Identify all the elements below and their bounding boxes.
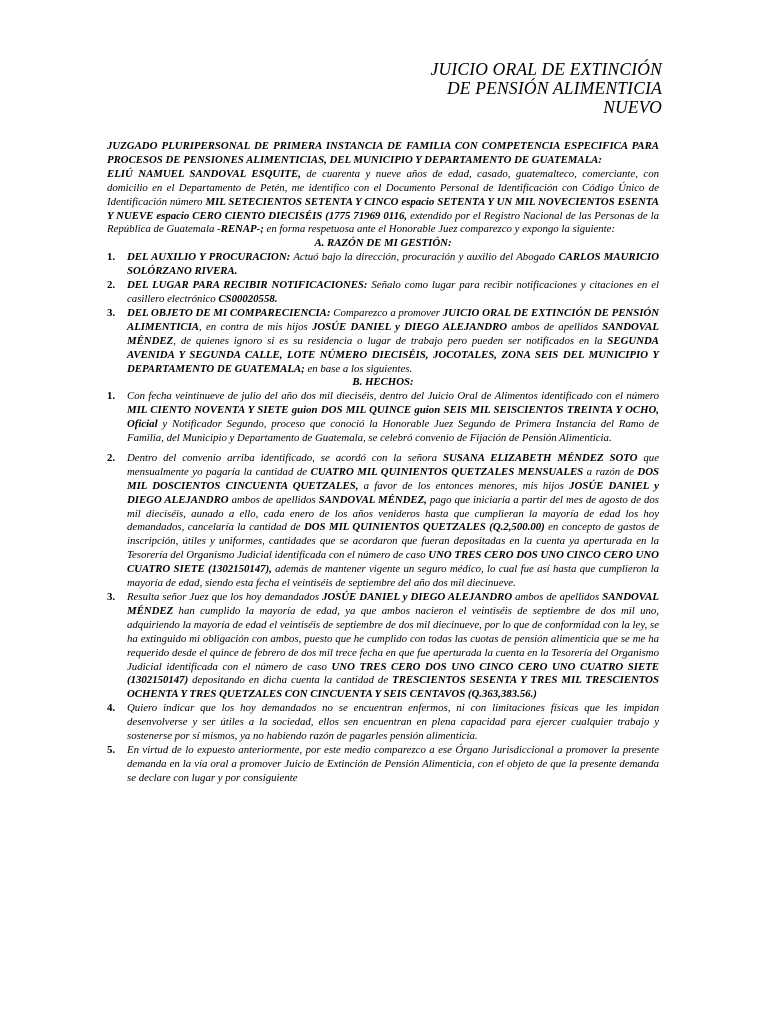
title-line-1: JUICIO ORAL DE EXTINCIÓN <box>430 59 662 79</box>
court-heading: JUZGADO PLURIPERSONAL DE PRIMERA INSTANCIA DE FAMILIA CON COMPETENCIA ESPECIFICA PARA PROCESOS DE PENSIONES ALIMENTICIAS, DEL MUNICIPIO Y DEPARTAMENTO DE GUATEMALA: <box>107 140 659 166</box>
section-a-item-3: 3. DEL OBJETO DE MI COMPARECIENCIA: Comparezco a promover JUICIO ORAL DE EXTINCIÓN DE PENSIÓN ALIMENTICIA, en contra de mis hijos JOSÚE DANIEL y DIEGO ALEJANDRO ambos de apellidos SANDOVAL MÉNDEZ, de quienes ignoro si es su residencia o lugar de trabajo pero pueden ser notificados en la SEGUNDA AVENIDA Y SEGUNDA CALLE, LOTE NÚMERO DIECISÉIS, JOCOTALES, ZONA SEIS DEL MUNICIPIO Y DEPARTAMENTO DE GUATEMALA; en base a los siguientes. <box>107 306 659 375</box>
item-number: 1. <box>107 390 116 403</box>
section-b-heading: B. HECHOS: <box>352 376 414 389</box>
section-a-heading: A. RAZÓN DE MI GESTIÓN: <box>314 237 452 250</box>
section-b-item-4: 4. Quiero indicar que los hoy demandados no se encuentran enfermos, ni con limitaciones físicas que les impidan desenvolverse y ser útiles a la sociedad, ellos sen encuentran en plena capacidad para ejercer cualquier trabajo y sostenerse por sí mismos, ya no habiendo razón de pagarles pensión alimenticia. <box>107 702 659 743</box>
section-b-item-5: 5. En virtud de lo expuesto anteriormente, por este medio comparezco a ese Órgano Jurisdiccional a promover la presente demanda en la vía oral a promover Juicio de Extinción de Pensión Alimenticia, con el objeto de que la presente demanda se declare con lugar y por consiguiente <box>107 743 659 784</box>
title-line-2: DE PENSIÓN ALIMENTICIA <box>446 78 662 98</box>
section-b-item-2: 2. Dentro del convenio arriba identificado, se acordó con la señora SUSANA ELIZABETH MÉNDEZ SOTO que mensualmente yo pagaría la cantidad de CUATRO MIL QUINIENTOS QUETZALES MENSUALES a razón de DOS MIL DOSCIENTOS CINCUENTA QUETZALES, a favor de los entonces menores, mis hijos JOSÚE DANIEL y DIEGO ALEJANDRO ambos de apellidos SANDOVAL MÉNDEZ, pago que iniciaría a partir del mes de agosto de dos mil dieciséis, aunado a ello, cada enero de los años venideros hasta que cumplieran la mayoría de edad los hoy demandados, cancelaría la cantidad de DOS MIL QUINIENTOS QUETZALES (Q.2,500.00) en concepto de gastos de inscripción, útiles y uniformes, cantidades que se acordaron que fueran depositadas en la cuenta ya aperturada en la Tesorería del Organismo Judicial identificada con el número de caso UNO TRES CERO DOS UNO CINCO CERO UNO CUATRO SIETE (1302150147), además de mantener vigente un seguro médico, lo cual fue así hasta que cumplieron la mayoría de edad, siendo esta fecha el veintiséis de septiembre del año dos mil diecinueve. <box>107 451 659 590</box>
section-b-item-1: 1. Con fecha veintinueve de julio del año dos mil dieciséis, dentro del Juicio Oral de Alimentos identificado con el número MIL CIENTO NOVENTA Y SIETE guion DOS MIL QUINCE guion SEIS MIL SEISCIENTOS TREINTA Y OCHO, Oficial y Notificador Segundo, proceso que conoció la Honorable Juez Segundo de Primera Instancia del Ramo de Familia, del Municipio y Departamento de Guatemala, se celebró convenio de Fijación de Pensión Alimenticia. <box>107 390 659 445</box>
document-title <box>431 60 662 117</box>
title-line-3: NUEVO <box>603 97 662 117</box>
item-number: 2. <box>107 279 116 292</box>
section-a-item-2: 2. DEL LUGAR PARA RECIBIR NOTIFICACIONES: Señalo como lugar para recibir notificaciones y citaciones en el casillero electrónico CS00020558. <box>107 279 659 305</box>
section-b-list <box>107 390 659 785</box>
intro-paragraph: ELIÚ NAMUEL SANDOVAL ESQUITE, de cuarenta y nueve años de edad, casado, guatemalteco, comerciante, con domicilio en el Departamento de Petén, me identifico con el Documento Personal de Identificación con Código Único de Identificación número MIL SETECIENTOS SETENTA Y CINCO espacio SETENTA Y UN MIL NOVECIENTOS ESENTA Y NUEVE espacio CERO CIENTO DIECISÉIS (1775 71969 0116, extendido por el Registro Nacional de las Personas de la República de Guatemala -RENAP-; en forma respetuosa ante el Honorable Juez comparezco y expongo la siguiente: <box>107 167 659 236</box>
item-number: 1. <box>107 251 116 264</box>
item-number: 3. <box>107 591 116 603</box>
item-number: 3. <box>107 306 116 319</box>
section-b-item-3: 3. Resulta señor Juez que los hoy demandados JOSÚE DANIEL y DIEGO ALEJANDRO ambos de apellidos SANDOVAL MÉNDEZ han cumplido la mayoría de edad, ya que ambos nacieron el veintiséis de septiembre de dos mil uno, adquiriendo la mayoría de edad el veintiséis de septiembre de dos mil diecinueve, por lo que de conformidad con la ley, se ha extinguido mi obligación con ambos, puesto que he cumplido con todas las cuotas de pensión alimenticia que se me ha requerido desde el quince de febrero de dos mil trece fecha en que fue aperturada la cuenta en la Tesorería del Organismo Judicial identificada con el número de caso UNO TRES CERO DOS UNO CINCO CERO UNO CUATRO SIETE (1302150147) depositando en dicha cuenta la cantidad de TRESCIENTOS SESENTA Y TRES MIL TRESCIENTOS OCHENTA Y TRES QUETZALES CON CINCUENTA Y SEIS CENTAVOS (Q.363,383.56.) <box>107 591 659 701</box>
item-number: 5. <box>107 743 116 756</box>
item-number: 4. <box>107 702 116 715</box>
document-body <box>107 140 659 786</box>
section-a-list <box>107 251 659 376</box>
item-number: 2. <box>107 451 116 464</box>
section-a-item-1: 1. DEL AUXILIO Y PROCURACION: Actuó bajo la dirección, procuración y auxilio del Abogado CARLOS MAURICIO SOLÓRZANO RIVERA. <box>107 251 659 278</box>
